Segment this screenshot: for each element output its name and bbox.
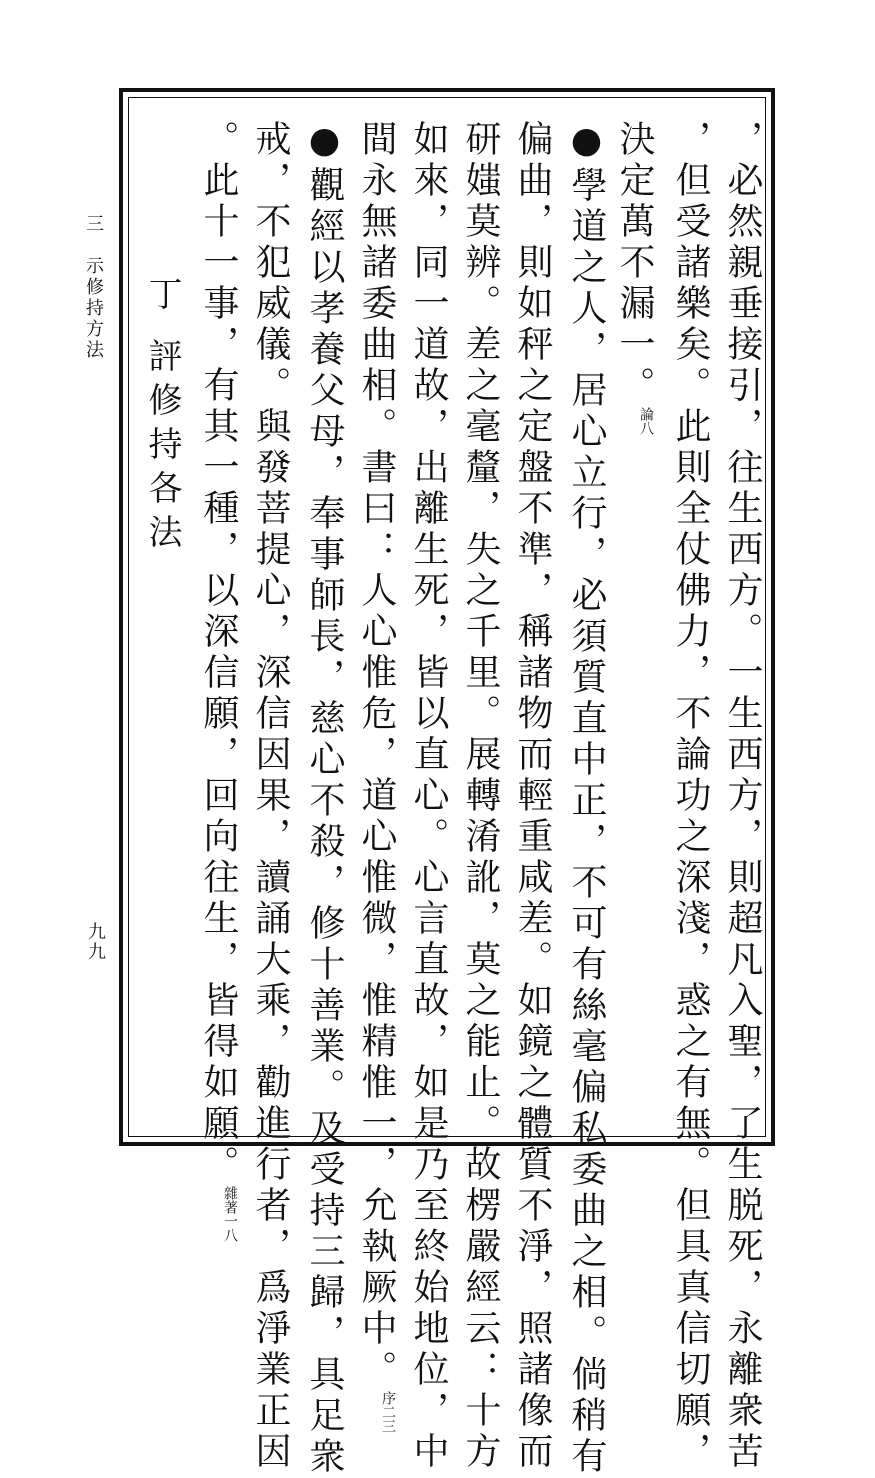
text-column-4: ●學道之人，居心立行，必須質直中正，不可有絲毫偏私委曲之相。倘稍有 bbox=[566, 120, 607, 1478]
text-column-11: 。此十一事，有其一種，以深信願，回向往生，皆得如願。雜著一八 bbox=[198, 120, 239, 1242]
page-number: 九九 bbox=[85, 922, 106, 962]
text-column-1: ，必然親垂接引，往生西方。一生西方，則超凡入聖，了生脱死，永離衆苦 bbox=[722, 120, 763, 1473]
text-column-9: ●觀經以孝養父母，奉事師長，慈心不殺，修十善業。及受持三歸，具足衆 bbox=[304, 120, 345, 1478]
text-column-2: ，但受諸樂矣。此則全仗佛力，不論功之深淺，惑之有無。但具真信切願， bbox=[670, 120, 711, 1473]
section-marker: 丁 bbox=[142, 276, 182, 320]
source-note: 序二三 bbox=[380, 1391, 396, 1433]
text-column-5: 偏曲，則如秤之定盤不準，稱諸物而輕重咸差。如鏡之體質不淨，照諸像而 bbox=[512, 120, 553, 1473]
source-note: 雜著一八 bbox=[222, 1186, 238, 1242]
running-head: 三 示修持方法 bbox=[83, 214, 104, 361]
source-note: 論八 bbox=[638, 407, 654, 435]
text-column-6: 研媸莫辨。差之毫釐，失之千里。展轉淆訛，莫之能止。故楞嚴經云：十方 bbox=[460, 120, 501, 1473]
text-column-3: 決定萬不漏一。論八 bbox=[614, 120, 655, 435]
section-title: 評修持各法 bbox=[142, 338, 182, 558]
text-column-7: 如來，同一道故，出離生死，皆以直心。心言直故，如是乃至終始地位，中 bbox=[408, 120, 449, 1473]
text-column-8: 間永無諸委曲相。書曰：人心惟危，道心惟微，惟精惟一，允執厥中。序二三 bbox=[356, 120, 397, 1433]
text-column-10: 戒，不犯威儀。與發菩提心，深信因果，讀誦大乘，勸進行者，爲淨業正因 bbox=[250, 120, 291, 1473]
